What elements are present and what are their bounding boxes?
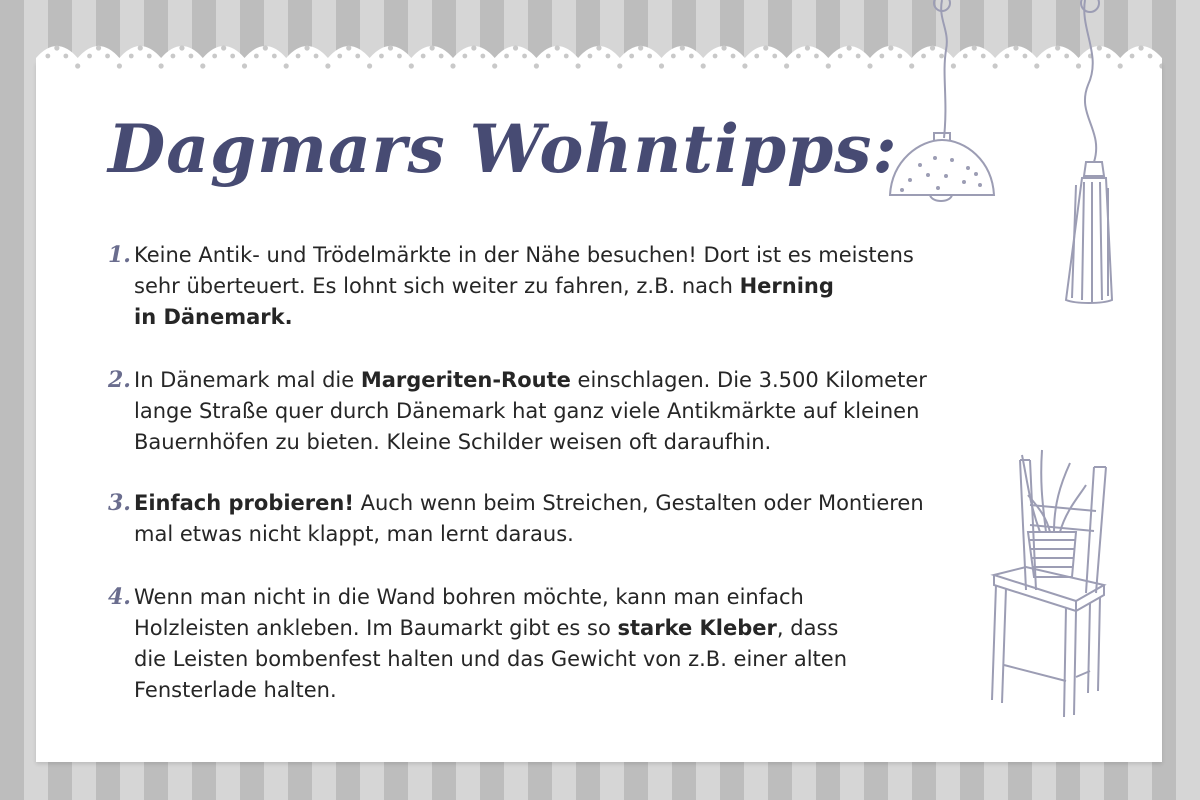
tip-emphasis: in Dänemark. — [134, 305, 293, 329]
tip-line — [134, 488, 924, 519]
tip-line — [134, 675, 847, 706]
pendant-lamp-icon — [880, 0, 1120, 310]
tassel-icon — [1084, 0, 1096, 162]
tip-emphasis: Margeriten-Route — [360, 368, 571, 392]
tip-emphasis: Einfach probieren! — [134, 491, 354, 515]
tip-number: 3. — [108, 490, 131, 516]
tip-text — [134, 582, 847, 706]
tip-line — [134, 582, 847, 613]
tip-line — [134, 365, 927, 396]
tip-text-segment: einschlagen. Die 3.500 Kilometer — [570, 368, 927, 392]
tip-emphasis: Herning — [739, 274, 834, 298]
tip-number: 4. — [108, 584, 131, 610]
tip-line — [134, 427, 927, 458]
tip-number: 1. — [108, 242, 131, 268]
tip-text-segment: Holzleisten ankleben. Im Baumarkt gibt es so — [134, 616, 618, 640]
chair-with-plant-icon — [980, 445, 1120, 725]
tip-line — [134, 644, 847, 675]
tip-line — [134, 302, 914, 333]
tip-text — [134, 240, 914, 333]
tip-text-segment: Auch wenn beim Streichen, Gestalten oder Montieren — [353, 491, 924, 515]
tip-text — [134, 488, 924, 550]
tip-text-segment: Wenn man nicht in die Wand bohren möchte, kann man einfach — [134, 585, 804, 609]
tip-line — [134, 240, 914, 271]
tip-text-segment: In Dänemark mal die — [134, 368, 361, 392]
tip-line — [134, 396, 927, 427]
tip-text-segment: Fensterlade halten. — [134, 678, 337, 702]
tip-text-segment: Keine Antik- und Trödelmärkte in der Nähe besuchen! Dort ist es meistens — [134, 243, 914, 267]
tip-text — [134, 365, 927, 458]
page-title: Dagmars Wohntipps: — [108, 110, 898, 188]
tip-number: 2. — [108, 367, 131, 393]
tip-text-segment: mal etwas nicht klappt, man lernt daraus. — [134, 522, 574, 546]
tip-text-segment: die Leisten bombenfest halten und das Gewicht von z.B. einer alten — [134, 647, 848, 671]
tip-text-segment: sehr überteuert. Es lohnt sich weiter zu fahren, z.B. nach — [134, 274, 740, 298]
tip-text-segment: lange Straße quer durch Dänemark hat ganz viele Antikmärkte auf kleinen — [134, 399, 920, 423]
tip-line — [134, 613, 847, 644]
tip-line — [134, 519, 924, 550]
tip-text-segment: Bauernhöfen zu bieten. Kleine Schilder weisen oft daraufhin. — [134, 430, 772, 454]
tip-emphasis: starke Kleber — [617, 616, 777, 640]
tip-line — [134, 271, 914, 302]
tip-text-segment: , dass — [776, 616, 839, 640]
